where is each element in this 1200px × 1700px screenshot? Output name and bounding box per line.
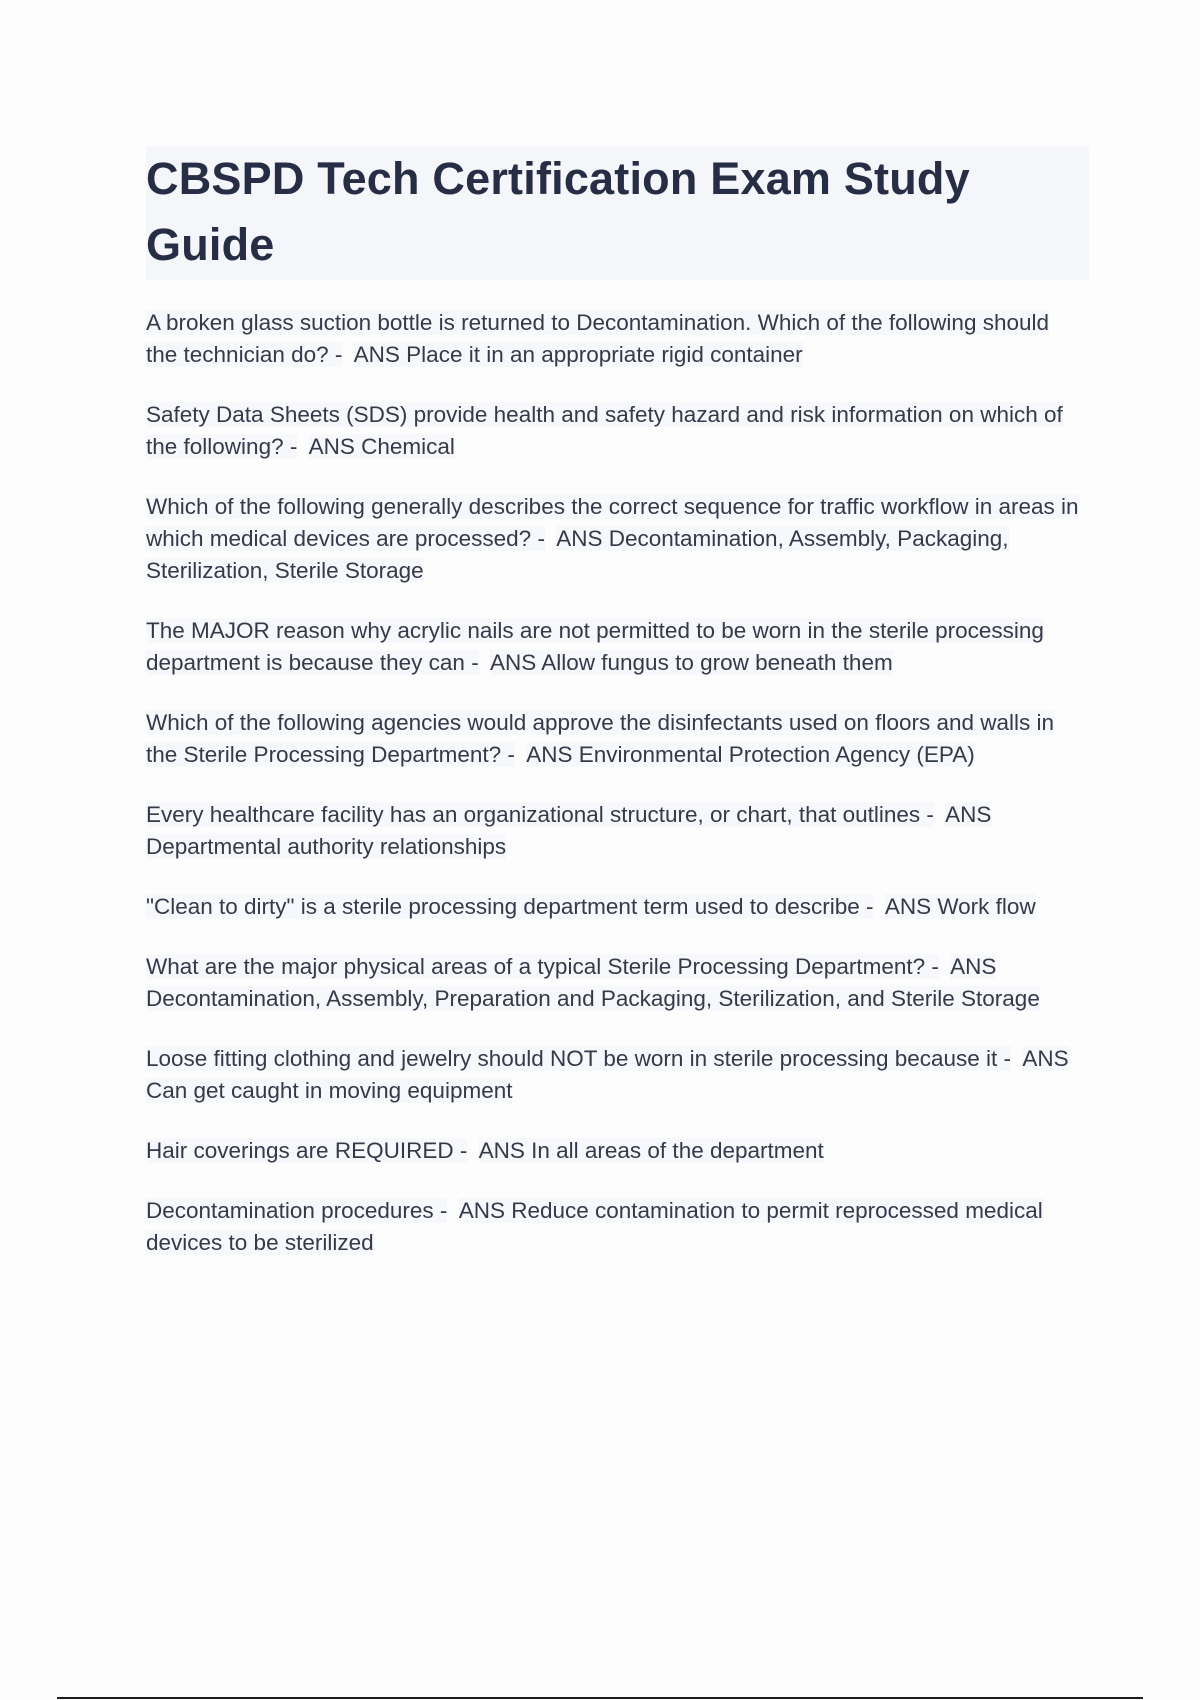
qa-list [146,307,1086,1287]
question-text: A broken glass suction bottle is returned to Decontamination. Which of the following should the technician do? - [146,310,1050,367]
qa-item [146,399,1086,463]
page-title: CBSPD Tech Certification Exam Study Guide [146,153,970,270]
qa-item [146,951,1086,1015]
title-block [146,146,1089,280]
answer-text: ANS Departmental authority relationships [146,802,992,859]
qa-item [146,799,1086,863]
answer-text: ANS Environmental Protection Agency (EPA) [526,742,975,767]
answer-text: ANS Work flow [884,894,1036,919]
answer-text: ANS In all areas of the department [478,1138,824,1163]
answer-text: ANS Can get caught in moving equipment [146,1046,1069,1103]
question-text: What are the major physical areas of a typical Sterile Processing Department? - [146,954,939,979]
question-text: Loose fitting clothing and jewelry should NOT be worn in sterile processing because it - [146,1046,1012,1071]
question-text: The MAJOR reason why acrylic nails are not permitted to be worn in the sterile processing department is because they can - [146,618,1044,675]
qa-item [146,707,1086,771]
qa-item [146,1195,1086,1259]
qa-item [146,491,1086,587]
footer-divider [57,1697,1143,1699]
question-text: Every healthcare facility has an organizational structure, or chart, that outlines - [146,802,934,827]
answer-text: ANS Chemical [308,434,455,459]
answer-text: ANS Allow fungus to grow beneath them [489,650,893,675]
question-text: Decontamination procedures - [146,1198,448,1223]
qa-item [146,891,1086,923]
qa-item [146,1135,1086,1167]
answer-text: ANS Reduce contamination to permit reprocessed medical devices to be sterilized [146,1198,1043,1255]
qa-item [146,615,1086,679]
question-text: Which of the following generally describes the correct sequence for traffic workflow in areas in which medical devices are processed? - [146,494,1079,551]
question-text: Which of the following agencies would approve the disinfectants used on floors and walls in the Sterile Processing Department? - [146,710,1055,767]
qa-item [146,307,1086,371]
answer-text: ANS Decontamination, Assembly, Preparation and Packaging, Sterilization, and Sterile Storage [146,954,1040,1011]
answer-text: ANS Decontamination, Assembly, Packaging, Sterilization, Sterile Storage [146,526,1009,583]
answer-text: ANS Place it in an appropriate rigid container [353,342,803,367]
question-text: Safety Data Sheets (SDS) provide health and safety hazard and risk information on which of the following? - [146,402,1063,459]
question-text: Hair coverings are REQUIRED - [146,1138,468,1163]
qa-item [146,1043,1086,1107]
question-text: "Clean to dirty" is a sterile processing department term used to describe - [146,894,874,919]
